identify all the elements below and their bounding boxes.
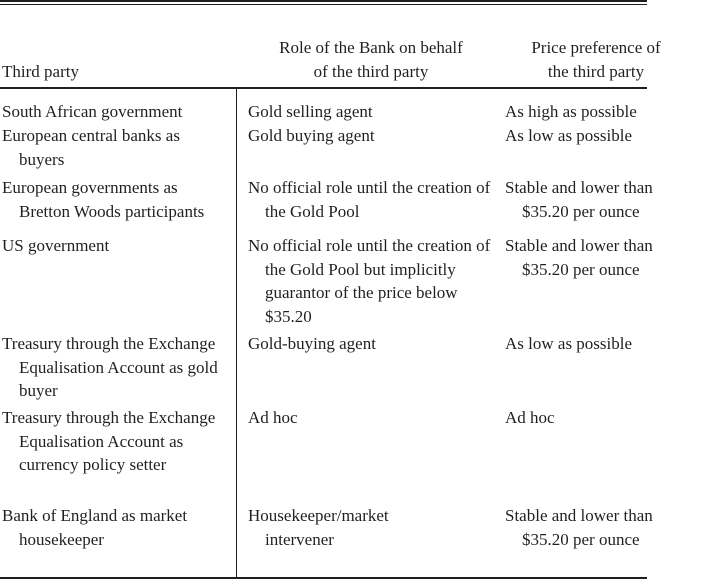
cell-role: No official role until the creation of the Gold Pool but implicitly guarantor of the price below $35.20 [248, 236, 491, 326]
header-role-line: Role of the Bank on behalf [279, 38, 463, 57]
cell-role: Gold-buying agent [248, 334, 376, 353]
table-header [0, 7, 700, 87]
cell-party: Bank of England as market housekeeper [2, 506, 188, 549]
header-preference [505, 36, 687, 83]
cell-preference: Ad hoc [505, 408, 555, 427]
cell-role: Ad hoc [248, 408, 298, 427]
cell-party: South African government [2, 102, 183, 121]
table-top-rule [0, 0, 647, 2]
cell-party: Treasury through the Exchange Equalisation Account as gold buyer [2, 334, 218, 400]
header-preference-line: the third party [547, 61, 645, 81]
header-third-party: Third party [2, 61, 79, 81]
cell-preference: Stable and lower than $35.20 per ounce [505, 506, 653, 549]
cell-role: Gold buying agent [248, 126, 375, 145]
cell-preference: Stable and lower than $35.20 per ounce [505, 236, 653, 279]
cell-preference: As high as possible [505, 102, 637, 121]
cell-party: US government [2, 236, 110, 255]
header-rule [0, 87, 647, 89]
header-preference-line: Price preference of [531, 38, 661, 57]
header-role-line: of the third party [313, 61, 429, 81]
table-top-rule-2 [0, 4, 647, 6]
cell-role: Housekeeper/market intervener [248, 506, 389, 549]
table-bottom-rule [0, 577, 647, 579]
header-role [237, 36, 505, 83]
cell-party: Treasury through the Exchange Equalisation Account as currency policy setter [2, 408, 216, 474]
cell-preference: Stable and lower than $35.20 per ounce [505, 178, 653, 221]
cell-role: No official role until the creation of the Gold Pool [248, 178, 491, 221]
cell-party: European governments as Bretton Woods participants [2, 178, 205, 221]
cell-role: Gold selling agent [248, 102, 373, 121]
cell-party: European central banks as buyers [2, 126, 180, 169]
cell-preference: As low as possible [505, 334, 633, 353]
cell-preference: As low as possible [505, 126, 633, 145]
